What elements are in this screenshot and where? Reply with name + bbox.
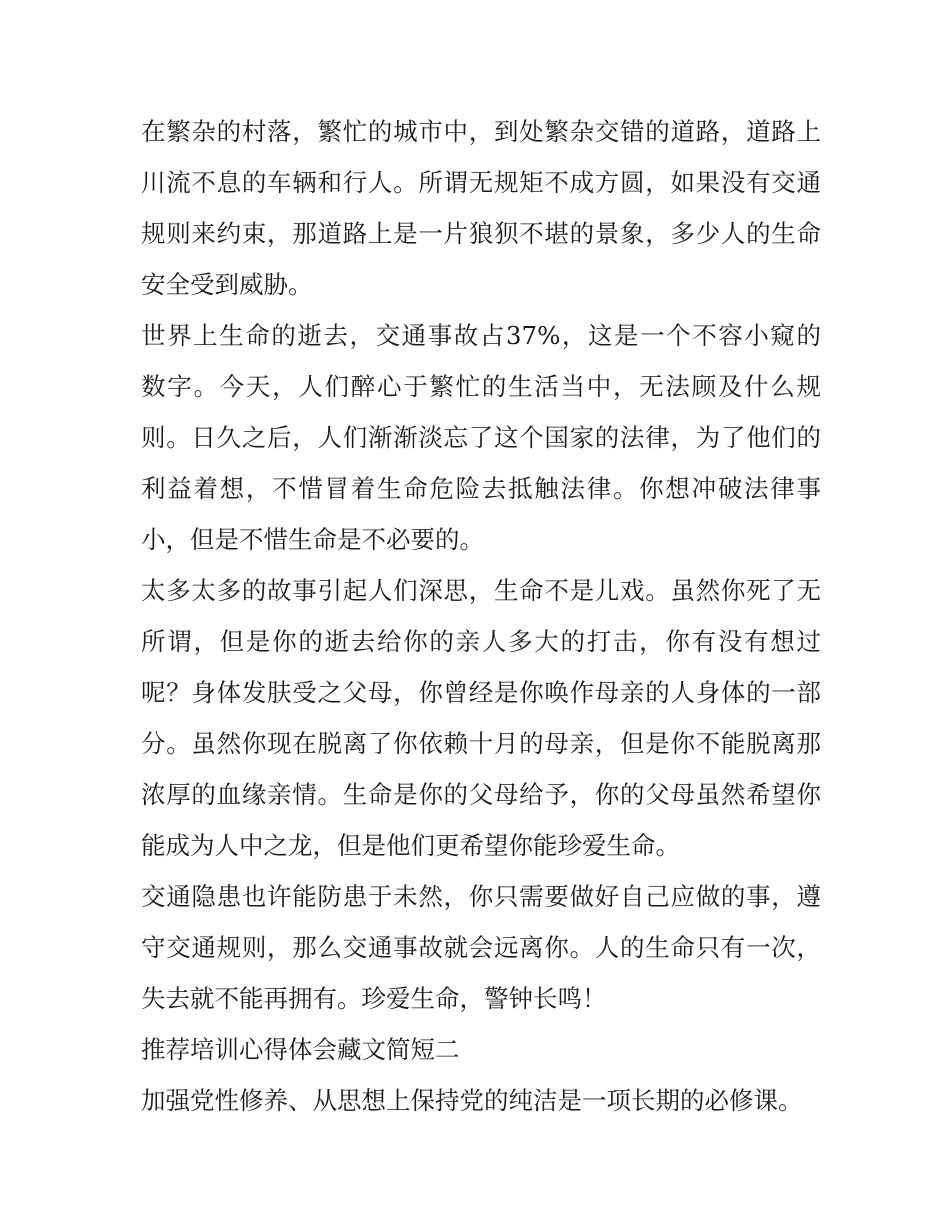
text-line: 在繁杂的村落，繁忙的城市中，到处繁杂交错的道路，道路上 <box>141 117 821 146</box>
text-line: 则。日久之后，人们渐渐淡忘了这个国家的法律，为了他们的 <box>141 423 821 452</box>
paragraph-family-and-life <box>141 565 821 871</box>
paragraph-traffic-rules <box>141 871 821 1024</box>
text-line: 呢？身体发肤受之父母，你曾经是你唤作母亲的人身体的一部 <box>141 678 821 707</box>
text-line: 所谓，但是你的逝去给你的亲人多大的打击，你有没有想过 <box>141 627 821 656</box>
text-line: 数字。今天，人们醉心于繁忙的生活当中，无法顾及什么规 <box>141 372 821 401</box>
section-heading: 推荐培训心得体会藏文简短二 <box>141 1035 460 1064</box>
text-line: 规则来约束，那道路上是一片狼狈不堪的景象，多少人的生命 <box>141 219 821 248</box>
text-line: 小，但是不惜生命是不必要的。 <box>141 525 484 554</box>
text-line: 加强党性修养、从思想上保持党的纯洁是一项长期的必修课。 <box>141 1086 803 1115</box>
text-line: 失去就不能再拥有。珍爱生命，警钟长鸣！ <box>141 984 607 1013</box>
paragraph-party-cultivation <box>141 1075 821 1126</box>
text-line: 守交通规则，那么交通事故就会远离你。人的生命只有一次， <box>141 933 821 962</box>
paragraph-traffic-roads <box>141 106 821 310</box>
text-line: 川流不息的车辆和行人。所谓无规矩不成方圆，如果没有交通 <box>141 168 821 197</box>
text-line: 能成为人中之龙，但是他们更希望你能珍爱生命。 <box>141 831 680 860</box>
text-line: 利益着想，不惜冒着生命危险去抵触法律。你想冲破法律事 <box>141 474 821 503</box>
paragraph-accident-statistics <box>141 310 821 565</box>
document-body <box>141 106 821 1126</box>
text-line: 交通隐患也许能防患于未然，你只需要做好自己应做的事，遵 <box>141 882 821 911</box>
text-line: 世界上生命的逝去，交通事故占37%，这是一个不容小窥的 <box>141 321 821 350</box>
text-line: 分。虽然你现在脱离了你依赖十月的母亲，但是你不能脱离那 <box>141 729 821 758</box>
text-line: 安全受到威胁。 <box>141 270 313 299</box>
text-line: 浓厚的血缘亲情。生命是你的父母给予，你的父母虽然希望你 <box>141 780 821 809</box>
text-line: 太多太多的故事引起人们深思，生命不是儿戏。虽然你死了无 <box>141 576 821 605</box>
